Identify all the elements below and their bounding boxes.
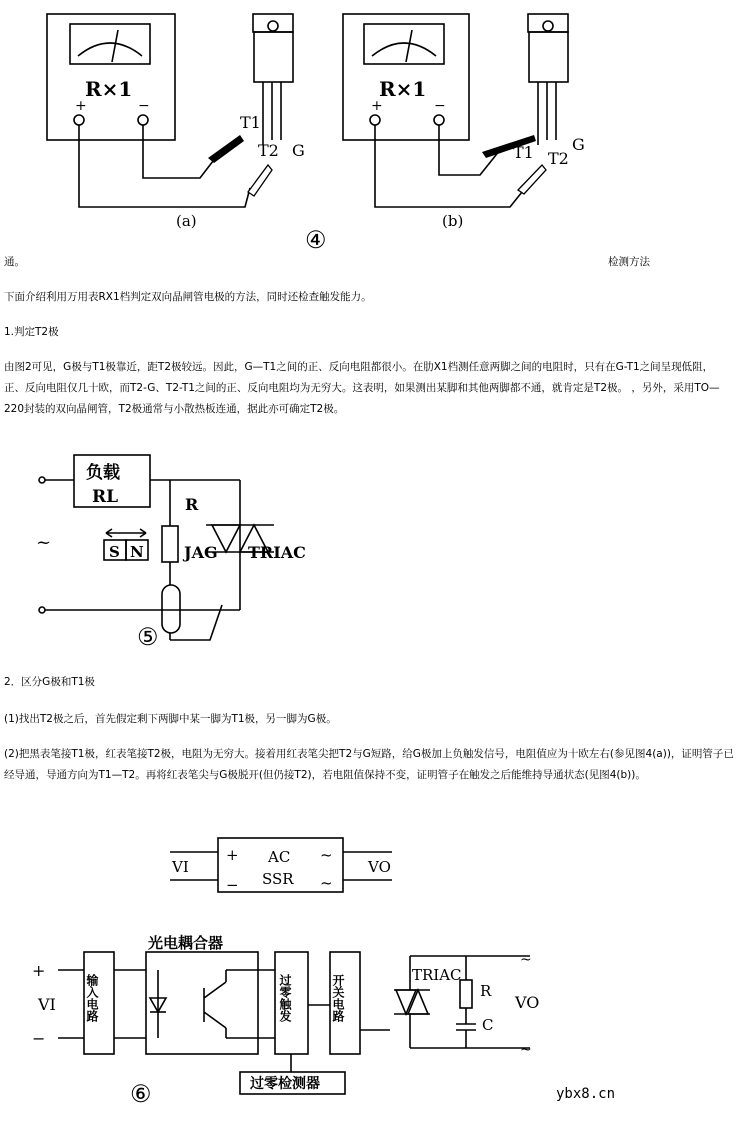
svg-text:R: R (480, 982, 492, 1000)
figure-6-ssr (0, 830, 737, 900)
svg-text:~: ~ (520, 1042, 532, 1058)
svg-text:C: C (482, 1016, 494, 1034)
load-label: 负载 (86, 463, 120, 483)
caption-b: (b) (442, 212, 464, 230)
svg-text:G: G (292, 141, 305, 160)
meter-label-a: R×1 (85, 77, 133, 101)
svg-text:VI: VI (38, 995, 56, 1014)
svg-text:VO: VO (368, 858, 391, 876)
svg-text:~: ~ (520, 952, 532, 968)
section1-title: 1.判定T2极 (4, 326, 59, 338)
svg-text:−: − (226, 876, 239, 894)
svg-text:+: + (32, 961, 46, 980)
svg-text:−: − (32, 1029, 46, 1048)
svg-text:R: R (185, 495, 199, 514)
figure-4 (0, 0, 737, 252)
text-method: 检测方法 (608, 256, 650, 268)
figure-6 (0, 930, 737, 1124)
svg-text:VO: VO (515, 993, 540, 1012)
svg-text:S: S (109, 543, 120, 561)
svg-text:−: − (138, 98, 150, 114)
svg-text:~: ~ (320, 846, 333, 864)
meter-label-b: R×1 (379, 77, 427, 101)
input-circuit-label: 输入电路 (85, 974, 99, 1022)
svg-text:G: G (572, 135, 585, 154)
step-2: (2)把黑表笔接T1极，红表笔接T2极，电阻为无穷大。接着用红表笔尖把T2与G短路，给G极加上负触发信号，电阻值应为十欧左右(参见图4(a))，证明管子已经导通，导通方向为T1—T2。再将红表笔尖与G极脱开(但仍接T2)，若电阻值保持不变，证明管子在触发之后能维持导通状态(见图4(b))。 (4, 748, 734, 781)
svg-text:SSR: SSR (262, 870, 294, 888)
svg-text:T2: T2 (548, 149, 569, 168)
switch-circuit-label: 开关电路 (331, 974, 345, 1022)
svg-text:~: ~ (320, 874, 333, 892)
svg-text:T1: T1 (240, 113, 261, 132)
zero-trigger-label: 过零触发 (278, 974, 292, 1022)
svg-text:AC: AC (268, 848, 291, 866)
svg-text:TRIAC: TRIAC (248, 543, 306, 562)
svg-text:+: + (75, 98, 87, 114)
figure-number-4: ④ (305, 226, 327, 252)
intro-paragraph: 下面介绍利用万用表RX1档判定双向晶闸管电极的方法，同时还检查触发能力。 (4, 291, 372, 303)
svg-text:T2: T2 (258, 141, 279, 160)
svg-text:+: + (371, 98, 383, 114)
figure-number-5: ⑤ (137, 623, 159, 650)
figure-5 (0, 440, 737, 650)
svg-text:RL: RL (92, 487, 119, 507)
svg-text:JAG: JAG (184, 543, 218, 562)
svg-text:−: − (434, 98, 446, 114)
watermark: ybx8.cn (556, 1086, 616, 1102)
svg-text:T1: T1 (513, 143, 534, 162)
svg-text:TRIAC: TRIAC (412, 966, 462, 984)
svg-text:~: ~ (36, 532, 52, 553)
caption-a: (a) (176, 212, 197, 230)
optocoupler-label: 光电耦合器 (148, 934, 224, 952)
section1-body: 由图2可见，G极与T1极靠近，距T2极较远。因此，G—T1之间的正、反向电阻都很小。在肋X1档测任意两脚之间的电阻时，只有在G-T1之间呈现低阻，正、反向电阻仅几十欧，而T2-G、T2-T1之间的正、反向电阻均为无穷大。这表明，如果测出某脚和其他两脚都不通，就肯定是T2极。 ，另外，采用TO—220封装的双向晶闸管，T2极通常与小散热板连通，据此亦可确定T2极。 (4, 361, 720, 415)
svg-text:+: + (226, 846, 239, 864)
figure-number-6: ⑥ (130, 1080, 152, 1108)
zero-detector-label: 过零检测器 (250, 1076, 320, 1092)
svg-text:VI: VI (172, 858, 189, 876)
resistor (162, 526, 178, 562)
section2-title: 2．区分G极和T1极 (4, 676, 95, 688)
svg-text:N: N (130, 543, 144, 561)
jag-switch (162, 585, 180, 633)
step-1: (1)找出T2极之后，首先假定剩下两脚中某一脚为T1极，另一脚为G极。 (4, 713, 337, 725)
text-tong: 通。 (4, 256, 25, 268)
